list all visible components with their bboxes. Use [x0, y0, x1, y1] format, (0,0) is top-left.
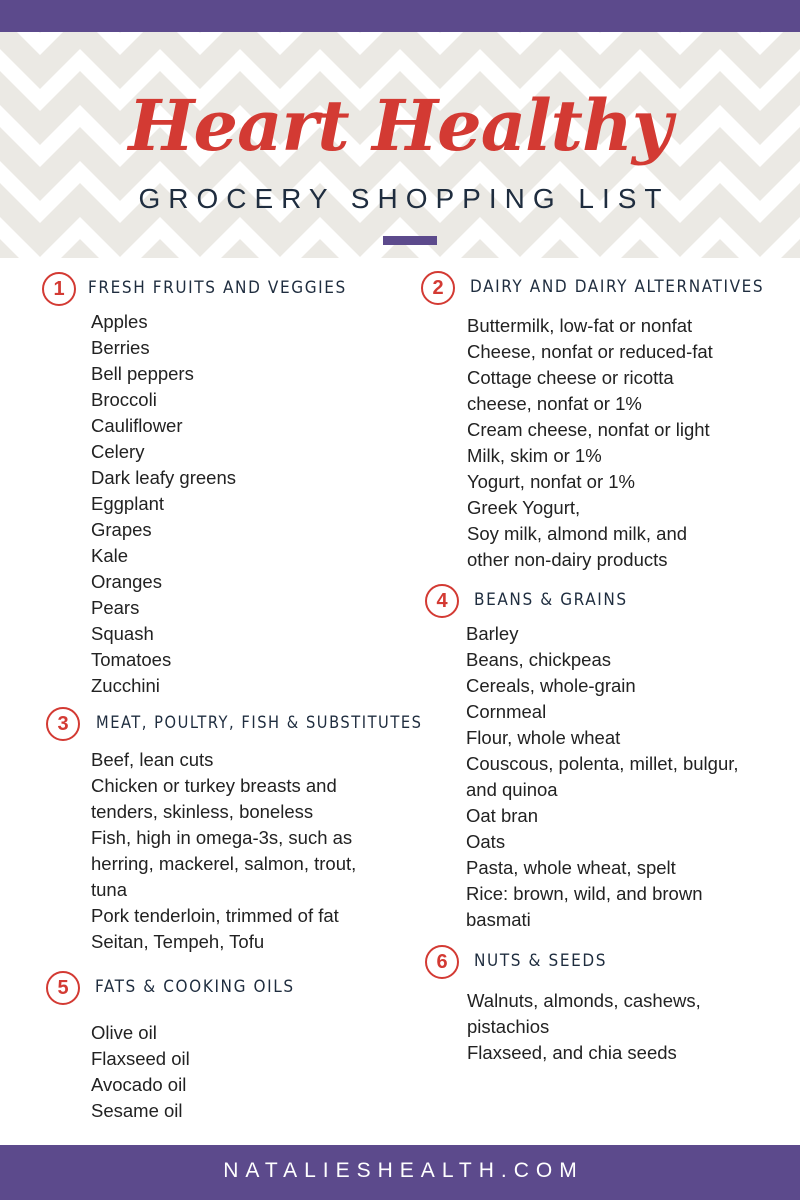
list-item: Cheese, nonfat or reduced-fat [467, 341, 713, 362]
list-item: Chicken or turkey breasts and [91, 775, 337, 796]
section-title: BEANS & GRAINS [474, 590, 628, 610]
list-item: tenders, skinless, boneless [91, 801, 314, 822]
list-item: Bell peppers [91, 363, 194, 384]
item-list-nuts [467, 988, 701, 1066]
list-item: Avocado oil [91, 1074, 187, 1095]
list-item: Greek Yogurt, [467, 497, 581, 518]
list-item: herring, mackerel, salmon, trout, [91, 853, 357, 874]
list-item: Zucchini [91, 675, 160, 696]
list-item: and quinoa [466, 779, 558, 800]
chevron-stripe [0, 32, 800, 72]
list-item: Soy milk, almond milk, and [467, 523, 688, 544]
list-item: Rice: brown, wild, and brown [466, 883, 703, 904]
list-item: Pears [91, 597, 140, 618]
top-accent-bar [0, 0, 800, 32]
list-item: Celery [91, 441, 145, 462]
list-item: tuna [91, 879, 128, 900]
list-item: Squash [91, 623, 154, 644]
list-item: Kale [91, 545, 129, 566]
list-item: Berries [91, 337, 150, 358]
list-item: Flaxseed, and chia seeds [467, 1042, 677, 1063]
list-item: Beans, chickpeas [466, 649, 612, 670]
list-item: Milk, skim or 1% [467, 445, 602, 466]
list-item: Broccoli [91, 389, 157, 410]
list-item: Barley [466, 623, 519, 644]
list-item: Pasta, whole wheat, spelt [466, 857, 676, 878]
item-list-fresh-fruits [91, 309, 236, 699]
section-title: DAIRY AND DAIRY ALTERNATIVES [470, 277, 765, 297]
list-item: pistachios [467, 1016, 550, 1037]
section-header-beans [425, 584, 675, 618]
section-number-badge: 1 [42, 272, 76, 306]
section-number-badge: 6 [425, 945, 459, 979]
list-item: Grapes [91, 519, 152, 540]
section-title: MEAT, POULTRY, FISH & SUBSTITUTES [96, 713, 423, 733]
section-header-nuts [425, 945, 675, 979]
title-divider [383, 236, 437, 245]
list-item: Flour, whole wheat [466, 727, 621, 748]
section-title: FRESH FRUITS AND VEGGIES [88, 278, 347, 298]
list-item: basmati [466, 909, 531, 930]
list-item: Cereals, whole-grain [466, 675, 636, 696]
list-item: Couscous, polenta, millet, bulgur, [466, 753, 739, 774]
list-item: Apples [91, 311, 148, 332]
list-item: Tomatoes [91, 649, 172, 670]
list-item: Fish, high in omega-3s, such as [91, 827, 353, 848]
section-number-badge: 5 [46, 971, 80, 1005]
item-list-beans [466, 621, 739, 933]
item-list-fats [91, 1020, 190, 1124]
list-item: Sesame oil [91, 1100, 183, 1121]
list-item: Oats [466, 831, 506, 852]
list-item: Olive oil [91, 1022, 157, 1043]
list-item: other non-dairy products [467, 549, 668, 570]
list-item: Yogurt, nonfat or 1% [467, 471, 635, 492]
list-item: Cauliflower [91, 415, 183, 436]
section-header-dairy [421, 271, 791, 305]
page-title: Heart Healthy [128, 84, 672, 167]
list-item: Oranges [91, 571, 162, 592]
page-subtitle: GROCERY SHOPPING LIST [138, 183, 670, 214]
list-item: Flaxseed oil [91, 1048, 190, 1069]
section-number-badge: 2 [421, 271, 455, 305]
list-item: cheese, nonfat or 1% [467, 393, 642, 414]
list-item: Cornmeal [466, 701, 547, 722]
list-item: Walnuts, almonds, cashews, [467, 990, 701, 1011]
list-item: Dark leafy greens [91, 467, 236, 488]
item-list-dairy [467, 313, 713, 573]
section-number-badge: 4 [425, 584, 459, 618]
header-banner [0, 32, 800, 258]
list-item: Buttermilk, low-fat or nonfat [467, 315, 693, 336]
item-list-meat [91, 747, 356, 955]
section-title: FATS & COOKING OILS [95, 977, 295, 997]
footer-bar [0, 1145, 800, 1200]
list-item: Cottage cheese or ricotta [467, 367, 674, 388]
list-item: Pork tenderloin, trimmed of fat [91, 905, 339, 926]
footer-website: NATALIESHEALTH.COM [223, 1159, 584, 1182]
list-item: Seitan, Tempeh, Tofu [91, 931, 265, 952]
section-number-badge: 3 [46, 707, 80, 741]
list-item: Eggplant [91, 493, 165, 514]
section-header-meat [46, 707, 422, 741]
section-title: NUTS & SEEDS [474, 951, 608, 971]
section-header-fresh-fruits [42, 272, 402, 306]
list-item: Beef, lean cuts [91, 749, 214, 770]
list-item: Oat bran [466, 805, 538, 826]
list-item: Cream cheese, nonfat or light [467, 419, 710, 440]
section-header-fats [46, 971, 346, 1005]
